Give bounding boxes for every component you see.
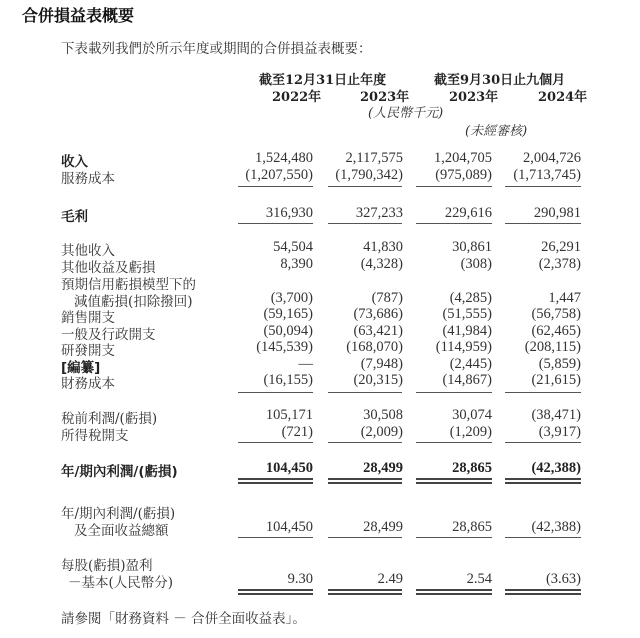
- currency-note: (人民幣千元): [368, 106, 444, 121]
- cell-value: (38,471): [531, 407, 581, 423]
- cell-value: 30,074: [452, 407, 492, 423]
- row-label-selling: 銷售開支: [61, 310, 115, 326]
- cell-value: (56,758): [531, 306, 581, 322]
- cell-value: (308): [460, 256, 492, 272]
- cell-value: 26,291: [541, 239, 581, 255]
- cell-value: (14,867): [442, 372, 492, 388]
- row-label-impairment-line1: 預期信用虧損模型下的: [61, 277, 196, 293]
- cell-value: (4,285): [449, 290, 492, 306]
- cell-value: 1,447: [548, 290, 581, 306]
- subtotal-rule: [416, 442, 492, 443]
- header-year: 2023年: [360, 90, 410, 105]
- cell-value: (1,209): [449, 424, 492, 440]
- subtotal-rule: [505, 442, 581, 443]
- cell-value: 327,233: [355, 205, 403, 221]
- subtotal-rule: [238, 442, 313, 443]
- row-label-comprehensive-line1: 年/期內利潤/(虧損): [61, 506, 176, 522]
- intro-text: 下表載列我們於所示年度或期間的合併損益表概要：: [61, 41, 372, 57]
- cell-value: (21,615): [531, 372, 581, 388]
- subtotal-rule: [416, 392, 492, 393]
- header-year: 2022年: [272, 90, 322, 105]
- cell-value: 28,865: [452, 460, 492, 476]
- cell-value: 229,616: [444, 205, 492, 221]
- row-label-other-gains: 其他收益及虧損: [61, 260, 156, 276]
- cell-value: (42,388): [531, 460, 581, 476]
- cell-value: 8,390: [280, 256, 313, 272]
- subtotal-rule: [505, 537, 581, 538]
- cell-value: (59,165): [263, 306, 313, 322]
- cell-value: (4,328): [360, 256, 403, 272]
- cell-value: (62,465): [531, 323, 581, 339]
- subtotal-rule: [328, 186, 402, 187]
- cell-value: 2,117,575: [345, 150, 403, 166]
- subtotal-rule: [328, 442, 402, 443]
- cell-value: (1,207,550): [245, 167, 313, 183]
- row-label-finance-costs: 財務成本: [61, 376, 115, 392]
- cell-value: (50,094): [263, 323, 313, 339]
- cell-value: (2,009): [360, 424, 403, 440]
- row-label-eps-line2: －基本(人民幣分): [68, 575, 174, 591]
- row-label-redacted: [編纂]: [61, 360, 101, 376]
- cell-value: (73,686): [353, 306, 403, 322]
- cell-value: (2,378): [538, 256, 581, 272]
- cell-value: 1,524,480: [255, 150, 313, 166]
- cell-value: 104,450: [265, 519, 313, 535]
- cell-value: 1,204,705: [434, 150, 492, 166]
- subtotal-rule: [505, 223, 581, 224]
- row-label-rnd: 研發開支: [61, 343, 115, 359]
- cell-value: (41,984): [442, 323, 492, 339]
- row-label-eps-line1: 每股(虧損)盈利: [61, 558, 153, 574]
- subtotal-rule: [416, 186, 492, 187]
- subtotal-rule: [416, 537, 492, 538]
- cell-value: (3,917): [538, 424, 581, 440]
- header-group-fiscal-year: 截至12月31日止年度: [259, 73, 387, 88]
- row-label-revenue: 收入: [61, 154, 88, 170]
- cell-value: 28,499: [363, 460, 403, 476]
- cell-value: (114,959): [435, 339, 492, 355]
- cell-value: 28,865: [452, 519, 492, 535]
- cell-value: 2.54: [466, 571, 492, 587]
- cell-value: (1,713,745): [513, 167, 581, 183]
- header-year: 2024年: [538, 90, 588, 105]
- audit-note: (未經審核): [465, 124, 528, 139]
- row-label-cost-of-services: 服務成本: [61, 171, 115, 187]
- subtotal-rule: [505, 392, 581, 393]
- header-group-nine-months: 截至9月30日止九個月: [434, 73, 566, 88]
- cell-value: (208,115): [524, 339, 581, 355]
- cell-value: (63,421): [353, 323, 403, 339]
- header-year: 2023年: [449, 90, 499, 105]
- subtotal-rule: [328, 223, 402, 224]
- subtotal-rule: [328, 392, 402, 393]
- total-double-rule: [505, 478, 581, 484]
- row-label-other-income: 其他收入: [61, 243, 115, 259]
- cell-value: 28,499: [363, 519, 403, 535]
- section-title: 合併損益表概要: [22, 6, 135, 25]
- total-double-rule: [505, 589, 581, 595]
- total-double-rule: [416, 478, 492, 484]
- subtotal-rule: [416, 223, 492, 224]
- cell-value: 30,508: [363, 407, 403, 423]
- row-label-pretax: 稅前利潤/(虧損): [61, 411, 158, 427]
- row-label-impairment-line2: 減值虧損(扣除撥回): [74, 294, 193, 310]
- cell-value: 316,930: [265, 205, 313, 221]
- total-double-rule: [416, 589, 492, 595]
- cell-value: —: [298, 356, 313, 372]
- cell-value: (1,790,342): [335, 167, 403, 183]
- cell-value: 2.49: [377, 571, 403, 587]
- total-double-rule: [328, 589, 402, 595]
- subtotal-rule: [328, 537, 402, 538]
- subtotal-rule: [238, 392, 313, 393]
- cell-value: (2,445): [449, 356, 492, 372]
- cell-value: 54,504: [273, 239, 313, 255]
- cell-value: (7,948): [360, 356, 403, 372]
- cell-value: (3.63): [545, 571, 581, 587]
- row-label-tax: 所得稅開支: [61, 428, 129, 444]
- total-double-rule: [238, 589, 313, 595]
- row-label-net-profit: 年/期內利潤/(虧損): [61, 464, 178, 480]
- cell-value: (5,859): [538, 356, 581, 372]
- cell-value: 105,171: [265, 407, 313, 423]
- cell-value: (168,070): [346, 339, 403, 355]
- row-label-admin: 一般及行政開支: [61, 327, 156, 343]
- row-label-gross-profit: 毛利: [61, 209, 88, 225]
- cell-value: 2,004,726: [523, 150, 581, 166]
- subtotal-rule: [238, 186, 313, 187]
- subtotal-rule: [238, 537, 313, 538]
- cell-value: 9.30: [287, 571, 313, 587]
- cell-value: 104,450: [265, 460, 313, 476]
- cell-value: (975,089): [435, 167, 492, 183]
- subtotal-rule: [238, 223, 313, 224]
- total-double-rule: [238, 478, 313, 484]
- cell-value: 30,861: [452, 239, 492, 255]
- cell-value: (145,539): [256, 339, 313, 355]
- cell-value: (3,700): [270, 290, 313, 306]
- cell-value: (16,155): [263, 372, 313, 388]
- footnote-reference: 請參閱「財務資料 － 合併全面收益表」。: [61, 611, 306, 627]
- cell-value: (787): [371, 290, 403, 306]
- cell-value: (721): [281, 424, 313, 440]
- cell-value: (42,388): [531, 519, 581, 535]
- cell-value: (51,555): [442, 306, 492, 322]
- total-double-rule: [328, 478, 402, 484]
- cell-value: 290,981: [533, 205, 581, 221]
- subtotal-rule: [505, 186, 581, 187]
- cell-value: (20,315): [353, 372, 403, 388]
- cell-value: 41,830: [363, 239, 403, 255]
- row-label-comprehensive-line2: 及全面收益總額: [74, 523, 169, 539]
